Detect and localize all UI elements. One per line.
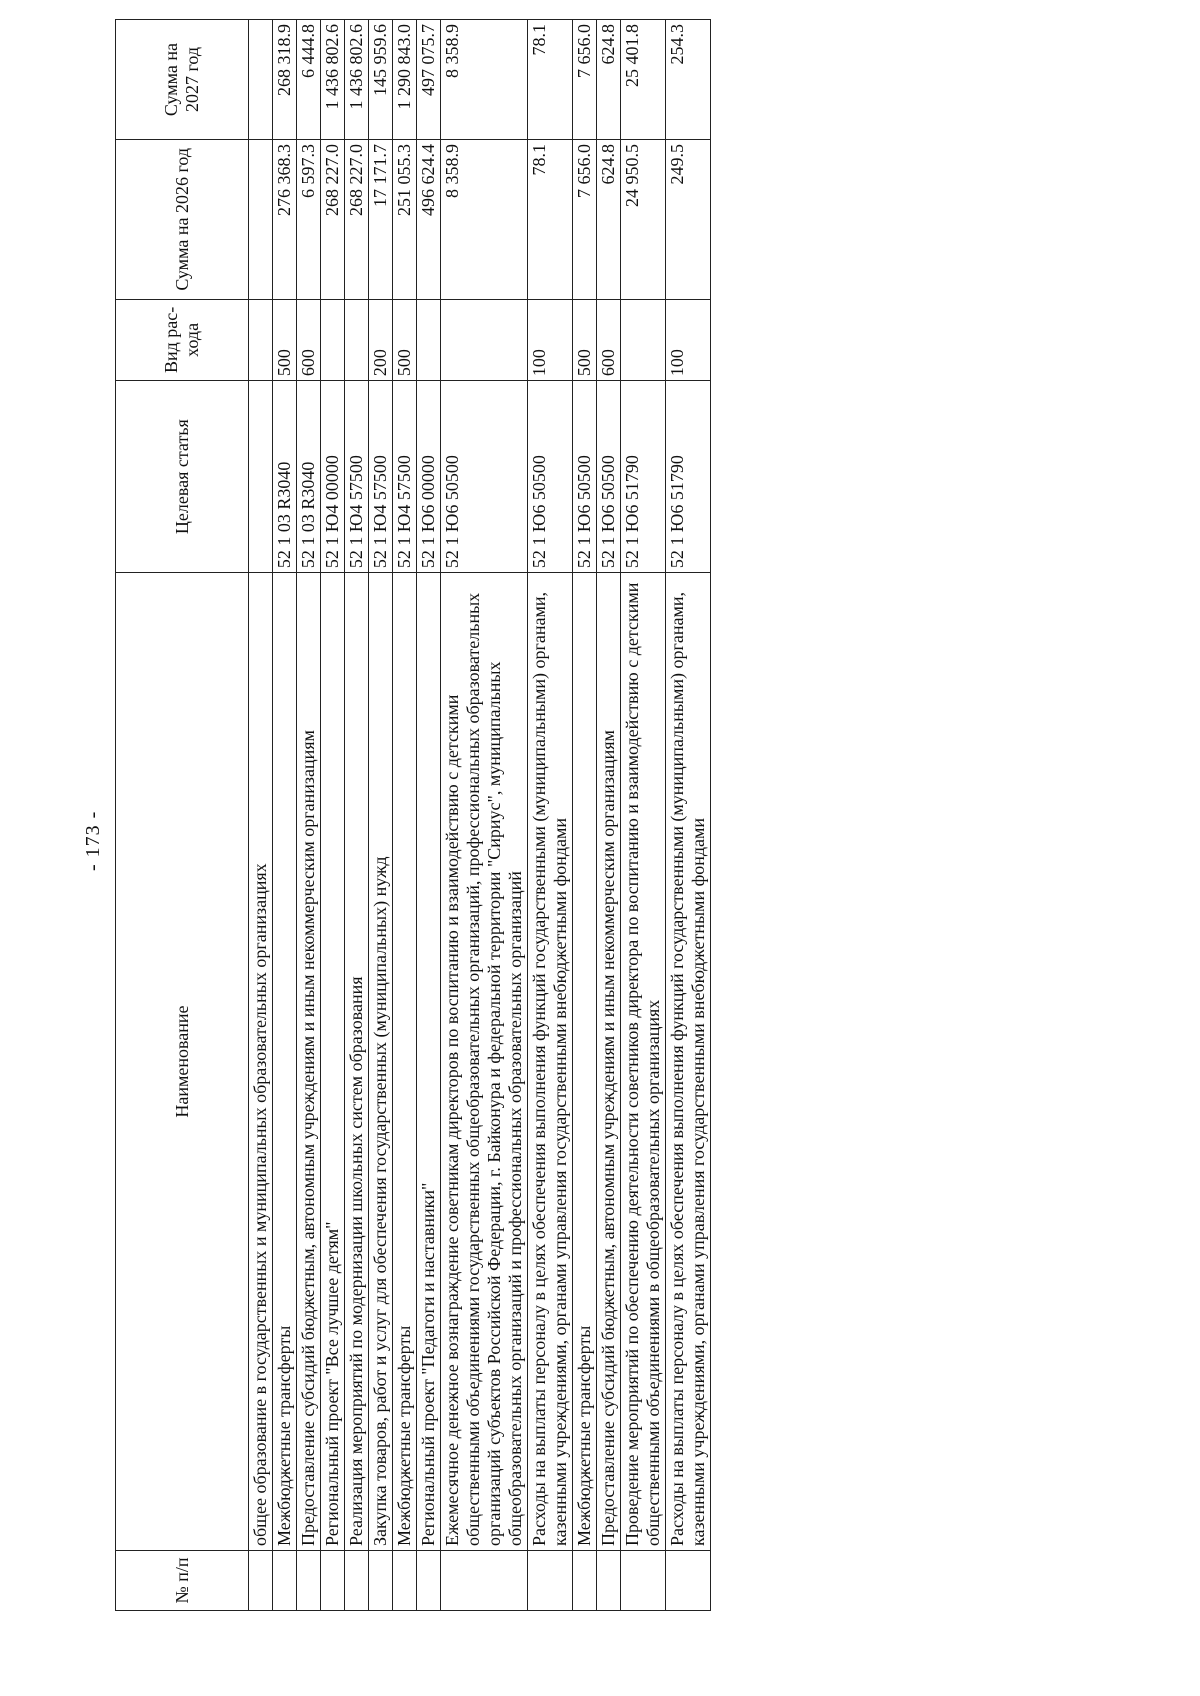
- page-number: - 173 -: [82, 810, 104, 871]
- cell-sum-2027: 1 436 802.6: [345, 20, 369, 140]
- cell-name: Межбюджетные трансферты: [573, 573, 597, 1551]
- cell-sum-2026: 251 055.3: [393, 140, 417, 300]
- cell-name: Региональный проект "Все лучшее детям": [321, 573, 345, 1551]
- cell-num: [417, 1551, 441, 1611]
- header-code: Целевая статья: [116, 381, 249, 573]
- table-row: [249, 20, 273, 1611]
- cell-name: Ежемесячное денежное вознаграждение советникам директоров по воспитанию и взаимодействию с детскими общественными объединениями государственных общеобразовательных организаций, профессиональных образовательных организаций субъектов Российской Федерации, г. Байконура и федеральной территории "Сириус", муниципальных общеобразовательных организаций и профессиональных образовательных организаций: [441, 573, 528, 1551]
- cell-sum-2026: 268 227.0: [345, 140, 369, 300]
- cell-code: 52 1 Ю6 51790: [621, 381, 666, 573]
- cell-code: 52 1 Ю6 50500: [441, 381, 528, 573]
- cell-code: 52 1 Ю6 00000: [417, 381, 441, 573]
- header-type: Вид рас- хода: [116, 299, 249, 381]
- cell-num: [528, 1551, 573, 1611]
- cell-code: 52 1 Ю6 50500: [597, 381, 621, 573]
- table-row: [621, 20, 666, 1611]
- cell-name: Межбюджетные трансферты: [393, 573, 417, 1551]
- cell-code: 52 1 Ю6 50500: [573, 381, 597, 573]
- cell-code: 52 1 03 R3040: [273, 381, 297, 573]
- cell-type: [417, 299, 441, 381]
- cell-name: Расходы на выплаты персоналу в целях обеспечения выполнения функций государственными (муниципальными) органами, казенными учреждениями, органами управления государственными внебюджетными фондами: [666, 573, 711, 1551]
- cell-sum-2027: 497 075.7: [417, 20, 441, 140]
- cell-code: 52 1 Ю6 50500: [528, 381, 573, 573]
- cell-type: [621, 299, 666, 381]
- cell-code: 52 1 Ю6 51790: [666, 381, 711, 573]
- cell-code: 52 1 Ю4 57500: [393, 381, 417, 573]
- table-row: [273, 20, 297, 1611]
- cell-sum-2027: 1 290 843.0: [393, 20, 417, 140]
- budget-table: [115, 19, 711, 1611]
- cell-name: Проведение мероприятий по обеспечению деятельности советников директора по воспитанию и взаимодействию с детскими общественными объединениями в общеобразовательных организациях: [621, 573, 666, 1551]
- cell-sum-2027: 145 959.6: [369, 20, 393, 140]
- table-row: [441, 20, 528, 1611]
- table-row: [297, 20, 321, 1611]
- cell-sum-2027: 7 656.0: [573, 20, 597, 140]
- table-row: [321, 20, 345, 1611]
- header-name: Наименование: [116, 573, 249, 1551]
- cell-sum-2027: 25 401.8: [621, 20, 666, 140]
- cell-sum-2026: 8 358.9: [441, 140, 528, 300]
- cell-sum-2026: 249.5: [666, 140, 711, 300]
- cell-num: [573, 1551, 597, 1611]
- table-row: [393, 20, 417, 1611]
- cell-sum-2026: 6 597.3: [297, 140, 321, 300]
- cell-num: [321, 1551, 345, 1611]
- cell-num: [369, 1551, 393, 1611]
- cell-num: [441, 1551, 528, 1611]
- cell-sum-2026: 268 227.0: [321, 140, 345, 300]
- cell-sum-2027: 254.3: [666, 20, 711, 140]
- cell-type: 100: [666, 299, 711, 381]
- cell-type: [345, 299, 369, 381]
- cell-name: Межбюджетные трансферты: [273, 573, 297, 1551]
- cell-sum-2026: 496 624.4: [417, 140, 441, 300]
- cell-name: Реализация мероприятий по модернизации школьных систем образования: [345, 573, 369, 1551]
- cell-type: 500: [273, 299, 297, 381]
- cell-type: [441, 299, 528, 381]
- header-sum-2027: Сумма на 2027 год: [116, 20, 249, 140]
- cell-name: Расходы на выплаты персоналу в целях обеспечения выполнения функций государственными (муниципальными) органами, казенными учреждениями, органами управления государственными внебюджетными фондами: [528, 573, 573, 1551]
- cell-sum-2027: 1 436 802.6: [321, 20, 345, 140]
- cell-type: [249, 299, 273, 381]
- table-row: [417, 20, 441, 1611]
- cell-code: 52 1 Ю4 00000: [321, 381, 345, 573]
- cell-sum-2027: 8 358.9: [441, 20, 528, 140]
- cell-code: 52 1 Ю4 57500: [345, 381, 369, 573]
- cell-type: 500: [573, 299, 597, 381]
- table-row: [597, 20, 621, 1611]
- cell-num: [597, 1551, 621, 1611]
- cell-type: 600: [297, 299, 321, 381]
- cell-code: 52 1 Ю4 57500: [369, 381, 393, 573]
- cell-type: 600: [597, 299, 621, 381]
- header-num: № п/п: [116, 1551, 249, 1611]
- cell-type: 100: [528, 299, 573, 381]
- cell-sum-2027: 78.1: [528, 20, 573, 140]
- cell-sum-2026: 7 656.0: [573, 140, 597, 300]
- cell-sum-2027: 6 444.8: [297, 20, 321, 140]
- cell-num: [297, 1551, 321, 1611]
- table-row: [528, 20, 573, 1611]
- cell-num: [666, 1551, 711, 1611]
- cell-num: [621, 1551, 666, 1611]
- table-row: [666, 20, 711, 1611]
- table-row: [369, 20, 393, 1611]
- table-row: [345, 20, 369, 1611]
- cell-name: Региональный проект "Педагоги и наставники": [417, 573, 441, 1551]
- header-sum-2026: Сумма на 2026 год: [116, 140, 249, 300]
- cell-sum-2026: 24 950.5: [621, 140, 666, 300]
- cell-sum-2026: 624.8: [597, 140, 621, 300]
- cell-sum-2026: 17 171.7: [369, 140, 393, 300]
- cell-name: Предоставление субсидий бюджетным, автономным учреждениям и иным некоммерческим организациям: [597, 573, 621, 1551]
- cell-code: [249, 381, 273, 573]
- cell-sum-2027: 268 318.9: [273, 20, 297, 140]
- cell-type: 200: [369, 299, 393, 381]
- table-body: [249, 20, 711, 1611]
- cell-num: [393, 1551, 417, 1611]
- cell-type: 500: [393, 299, 417, 381]
- cell-name: Закупка товаров, работ и услуг для обеспечения государственных (муниципальных) нужд: [369, 573, 393, 1551]
- cell-sum-2027: [249, 20, 273, 140]
- table-row: [573, 20, 597, 1611]
- cell-sum-2026: [249, 140, 273, 300]
- table-header-row: [116, 20, 249, 1611]
- cell-num: [273, 1551, 297, 1611]
- cell-sum-2027: 624.8: [597, 20, 621, 140]
- cell-type: [321, 299, 345, 381]
- cell-sum-2026: 276 368.3: [273, 140, 297, 300]
- cell-name: Предоставление субсидий бюджетным, автономным учреждениям и иным некоммерческим организациям: [297, 573, 321, 1551]
- cell-num: [249, 1551, 273, 1611]
- cell-sum-2026: 78.1: [528, 140, 573, 300]
- cell-num: [345, 1551, 369, 1611]
- cell-code: 52 1 03 R3040: [297, 381, 321, 573]
- cell-name: общее образование в государственных и муниципальных образовательных организациях: [249, 573, 273, 1551]
